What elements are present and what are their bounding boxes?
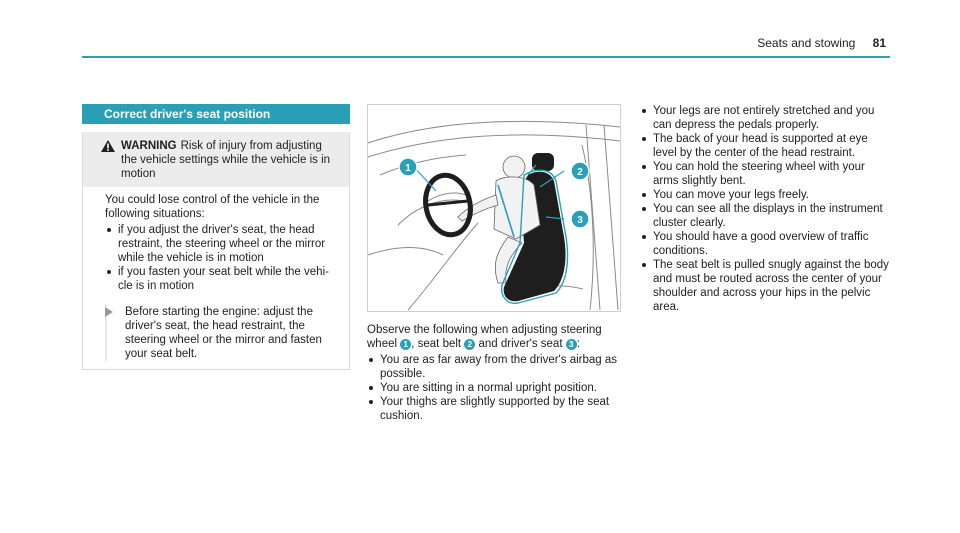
page-header [757, 36, 886, 50]
list-item: You should have a good overview of traffic conditions. [640, 230, 892, 258]
observe-text: and driver's seat [475, 338, 566, 350]
action-text: Before starting the engine: adjust the driver's seat, the head restraint, the steering wheel or the mirror and fasten your seat belt. [125, 306, 322, 360]
ref-steering-wheel: 1 [400, 339, 411, 350]
observe-text: : [576, 338, 580, 350]
warning-text: Risk of injury from adjusting the vehicle settings while the vehicle is in motion [121, 140, 331, 180]
list-item: Your thighs are slightly supported by the seat cushion. [367, 395, 629, 423]
callout-steering-wheel [399, 158, 417, 176]
driver-seat-drawing [368, 105, 620, 311]
seat-position-illustration [367, 104, 621, 312]
observe-intro [367, 323, 629, 351]
callout-seat-belt [571, 162, 589, 180]
list-item: if you adjust the driver's seat, the head restraint, the steering wheel or the mirror while the vehicle is in motion [105, 223, 339, 265]
ref-driver-seat: 3 [566, 339, 577, 350]
header-section-title: Seats and stowing [757, 36, 856, 50]
intro-text: You could lose control of the vehicle in the following situations: [105, 194, 320, 220]
list-item: You are sitting in a normal upright position. [367, 381, 629, 395]
situation-list [83, 223, 349, 293]
section-box [82, 132, 350, 370]
list-item: You can move your legs freely. [640, 188, 892, 202]
list-item: You are as far away from the driver's airbag as possible. [367, 353, 629, 381]
right-column [640, 104, 892, 314]
middle-column [367, 323, 629, 423]
action-step [105, 305, 339, 361]
section-title: Correct driver's seat position [82, 104, 350, 124]
position-checklist [640, 104, 892, 314]
callout-driver-seat [571, 210, 589, 228]
list-item: if you fasten your seat belt while the vehi- cle is in motion [105, 265, 339, 293]
ref-seat-belt: 2 [464, 339, 475, 350]
warning-label: WARNING [121, 140, 177, 152]
arrow-right-icon [105, 307, 113, 317]
list-item: The seat belt is pulled snugly against the body and must be routed across the center of your shoulder and across your hips in the pelvic area. [640, 258, 892, 314]
list-item: The back of your head is supported at eye level by the center of the head restraint. [640, 132, 892, 160]
list-item: Your legs are not entirely stretched and you can depress the pedals properly. [640, 104, 892, 132]
left-column [82, 104, 350, 370]
page-number: 81 [872, 36, 886, 50]
list-item: You can hold the steering wheel with your arms slightly bent. [640, 160, 892, 188]
observe-text: , seat belt [411, 338, 465, 350]
observe-text: Observe the following when adjusting steering wheel [367, 324, 602, 350]
callout-label: 2 [577, 167, 583, 178]
callout-label: 1 [405, 163, 411, 174]
warning-icon [101, 140, 115, 152]
callout-label: 3 [577, 215, 583, 226]
observe-list [367, 353, 629, 423]
list-item: You can see all the displays in the instrument cluster clearly. [640, 202, 892, 230]
header-rule [82, 56, 890, 58]
warning-box [83, 132, 349, 187]
